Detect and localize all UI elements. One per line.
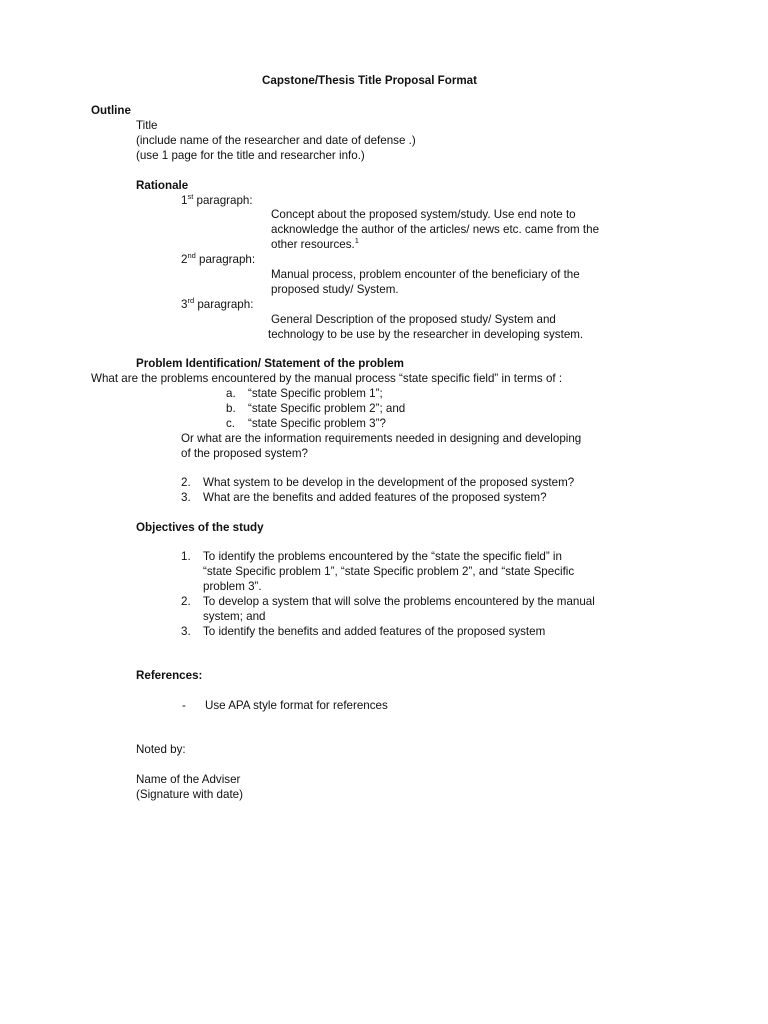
paragraph-description: technology to be use by the researcher in developing system. (268, 328, 584, 341)
list-item: What are the benefits and added features of the proposed system? (203, 491, 547, 504)
problem-alternative: Or what are the information requirements needed in designing and developing (181, 432, 582, 445)
list-marker: 1. (181, 550, 191, 563)
objectives-heading: Objectives of the study (136, 521, 264, 534)
outline-title-note: (use 1 page for the title and researcher info.) (136, 149, 365, 162)
paragraph-description: acknowledge the author of the articles/ news etc. came from the (271, 223, 600, 236)
list-marker: 2. (181, 476, 191, 489)
rationale-heading: Rationale (136, 179, 189, 192)
noted-by-label: Noted by: (136, 743, 186, 756)
list-marker: 2. (181, 595, 191, 608)
paragraph-description: Manual process, problem encounter of the beneficiary of the (271, 268, 580, 281)
problem-alternative: of the proposed system? (181, 447, 308, 460)
paragraph-description: Concept about the proposed system/study. Use end note to (271, 208, 576, 221)
paragraph-description: proposed study/ System. (271, 283, 399, 296)
list-item: “state Specific problem 1”; (248, 387, 383, 400)
list-marker: 3. (181, 491, 191, 504)
paragraph-label: 3rd paragraph: (181, 296, 254, 311)
list-marker: a. (226, 387, 236, 400)
reference-item: Use APA style format for references (205, 699, 388, 712)
list-item: problem 3”. (203, 580, 262, 593)
problem-heading: Problem Identification/ Statement of the problem (136, 357, 404, 370)
list-item: “state Specific problem 3”? (248, 417, 386, 430)
problem-intro: What are the problems encountered by the manual process “state specific field” in terms of : (91, 372, 563, 385)
paragraph-label: 2nd paragraph: (181, 251, 256, 266)
list-item: system; and (203, 610, 266, 623)
paragraph-description: other resources.$^1$ (271, 236, 359, 251)
list-item: “state Specific problem 2”; and (248, 402, 406, 415)
list-item: “state Specific problem 1”, “state Specific problem 2”, and “state Specific (203, 565, 575, 578)
paragraph-label: 1st paragraph: (181, 192, 253, 207)
list-item: To develop a system that will solve the problems encountered by the manual (203, 595, 595, 608)
list-item: To identify the benefits and added features of the proposed system (203, 625, 546, 638)
paragraph-description: General Description of the proposed study/ System and (271, 313, 556, 326)
list-marker: c. (226, 417, 236, 430)
outline-title-label: Title (136, 119, 158, 132)
signature-line: (Signature with date) (136, 788, 243, 801)
list-item: To identify the problems encountered by the “state the specific field” in (203, 550, 562, 563)
document-title: Capstone/Thesis Title Proposal Format (262, 74, 477, 87)
references-heading: References: (136, 669, 203, 682)
list-item: What system to be develop in the development of the proposed system? (203, 476, 575, 489)
list-marker: 3. (181, 625, 191, 638)
footnote-marker: 1 (354, 236, 359, 245)
list-marker: b. (226, 402, 236, 415)
adviser-name: Name of the Adviser (136, 773, 241, 786)
list-marker: - (182, 699, 186, 712)
outline-title-note: (include name of the researcher and date of defense .) (136, 134, 416, 147)
outline-heading: Outline (91, 104, 131, 117)
